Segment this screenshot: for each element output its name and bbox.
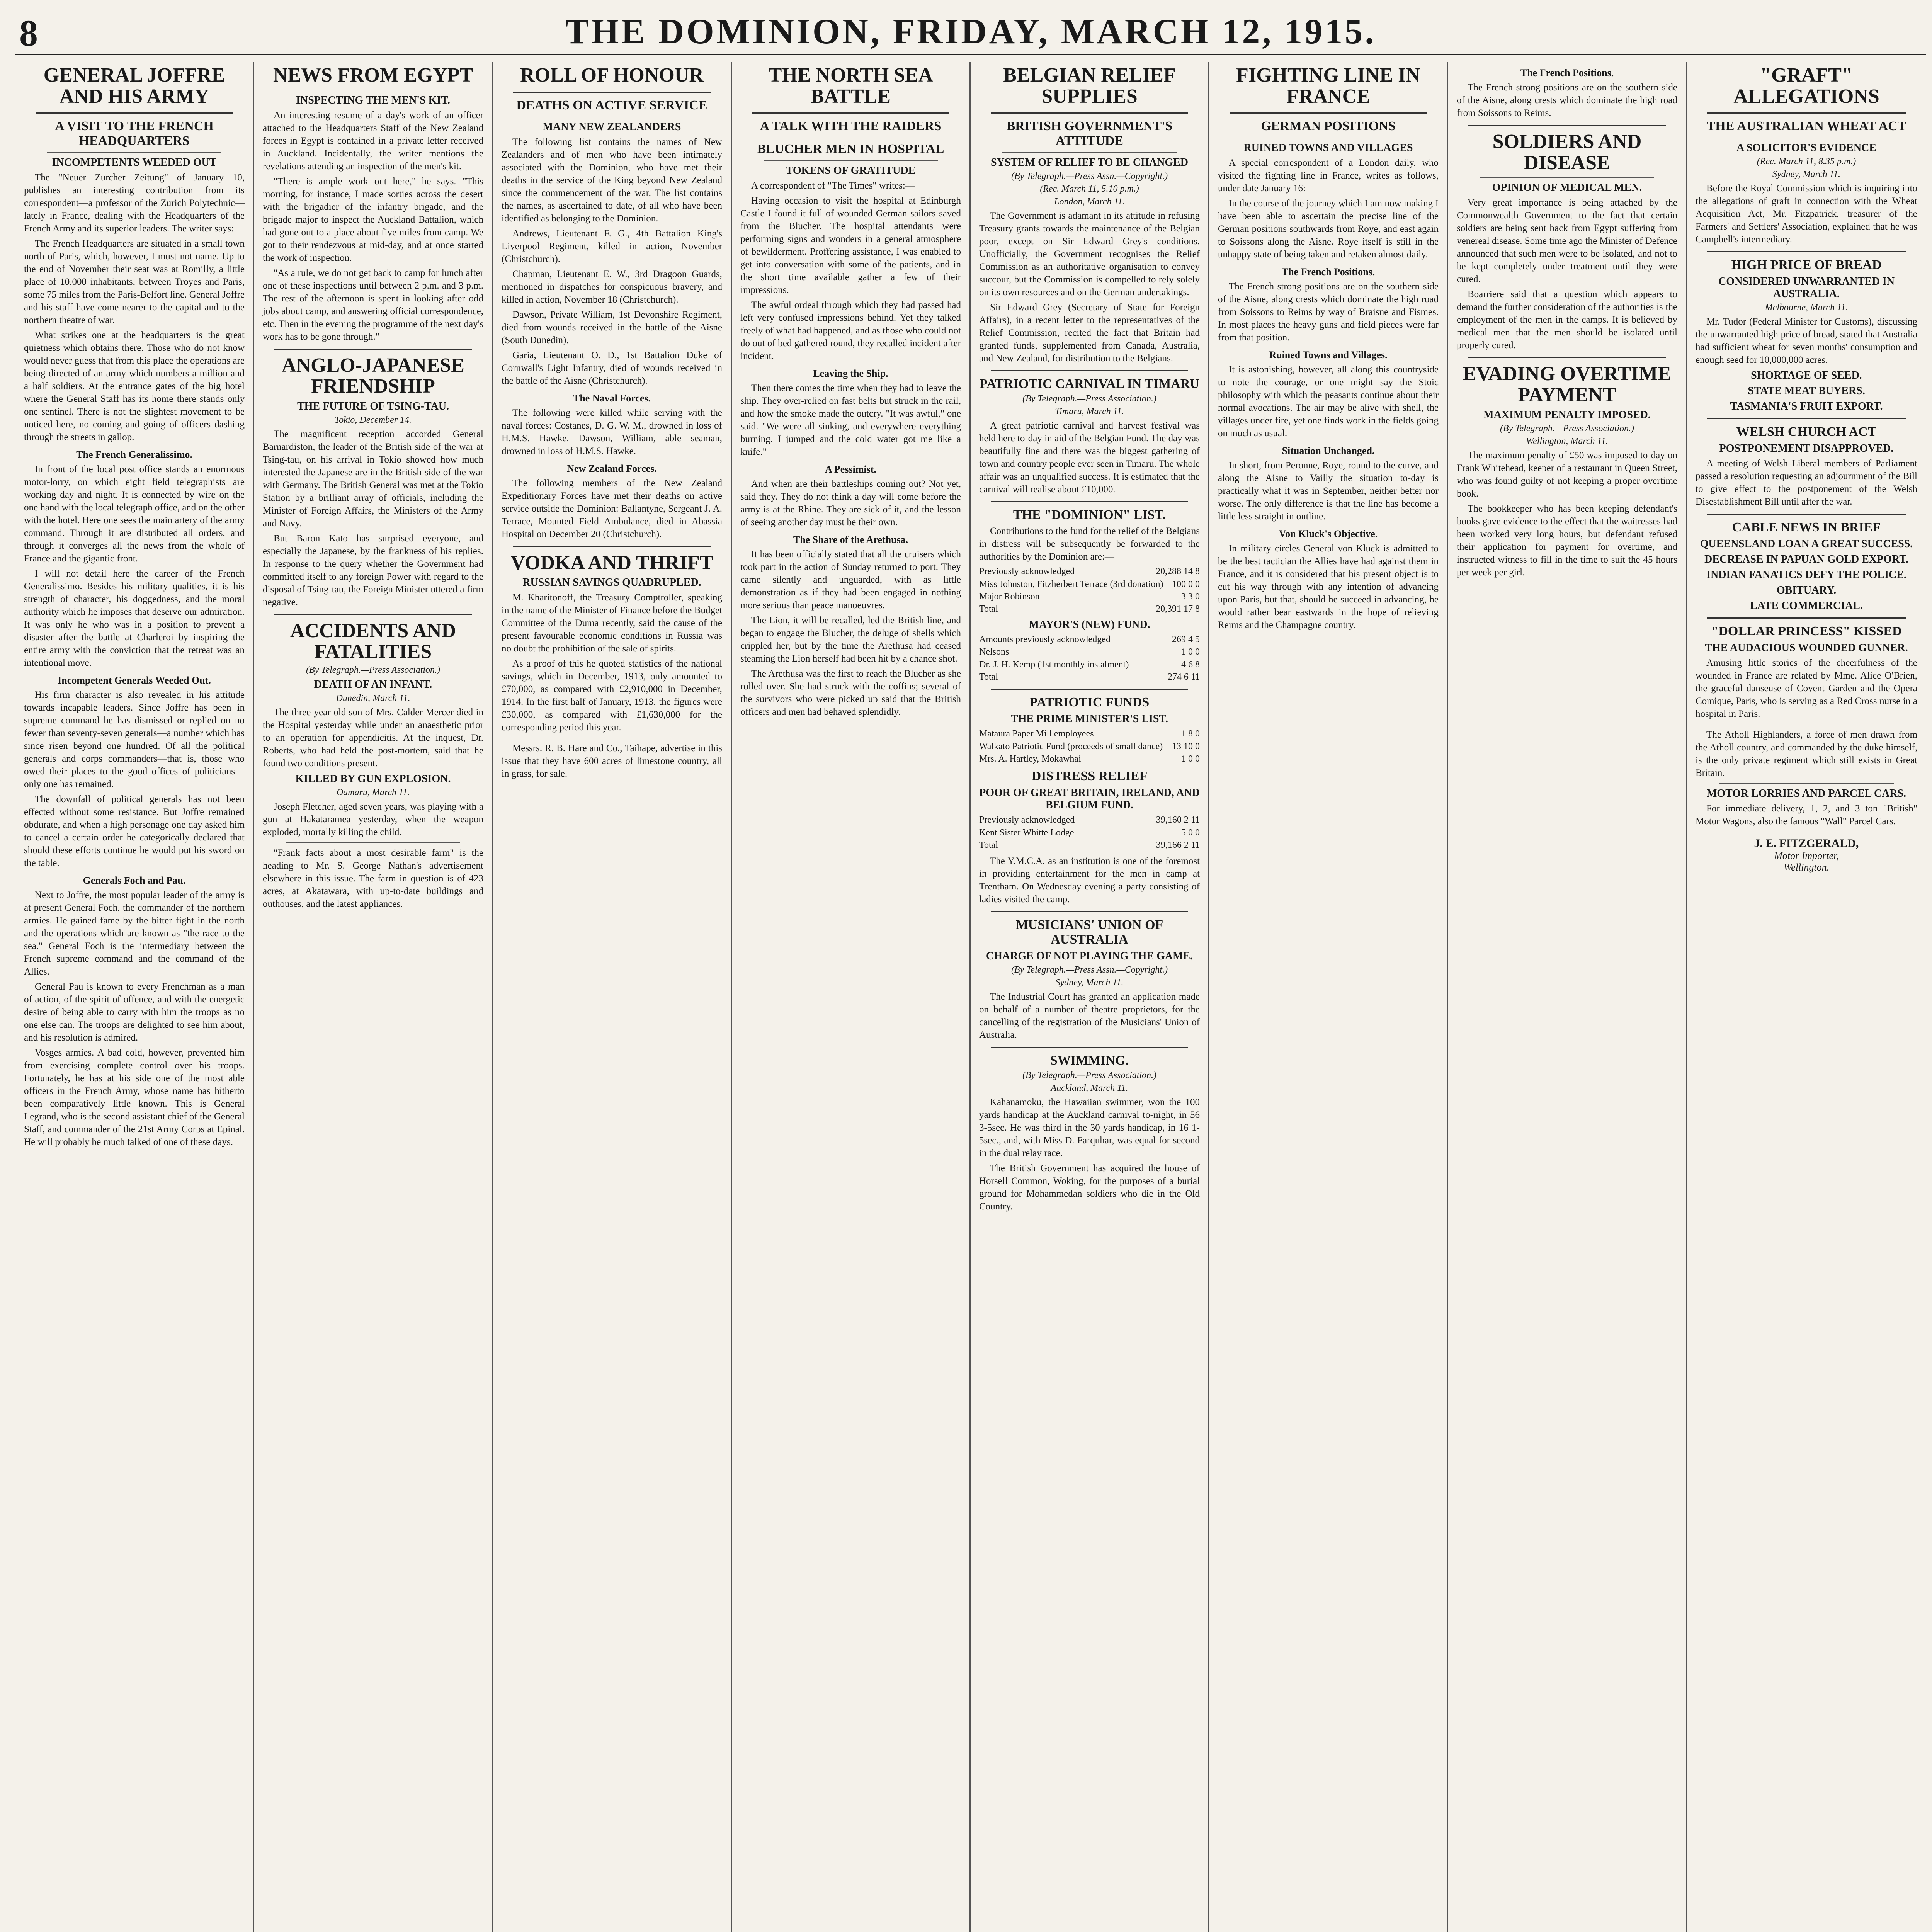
subheadline: THE PRIME MINISTER'S LIST. [1010,713,1168,725]
subheadline: MAXIMUM PENALTY IMPOSED. [1483,409,1651,421]
paragraph: I will not detail here the career of the French Generalissimo. Besides his military qualities, it is his strength of character, his doggedness, and the moral authority which he imposes that deserve our admiration. It was only he who was in a position to prevent a disaster after the battle at Charleroi by inspiring the entire army with the conviction that the retreat was an intentional move. [24,568,245,668]
dateline: London, March 11. [1054,197,1125,207]
divider [274,349,472,350]
columns [15,62,1926,1932]
headline: FIGHTING LINE IN FRANCE [1236,64,1420,107]
donation-amount: 13 10 0 [1172,741,1200,752]
headline: BELGIAN RELIEF SUPPLIES [1003,64,1176,107]
subheadline: THE AUSTRALIAN WHEAT ACT [1706,119,1906,134]
donation-amount: 3 3 0 [1181,591,1200,602]
divider [1230,112,1427,114]
dateline: Melbourne, March 11. [1765,303,1848,313]
paragraph: The magnificent reception accorded General Barnardiston, the leader of the British side of the war at Tsing-tau, on his arrival in Tokio showed how much interested the Japanese are in the British side of the war with Germany. The British General was met at the Tokio Station by a brilliant array of officials, including the Minister of Foreign Affairs, the Ministers of the Army and Navy. [263,429,483,529]
subheadline: A VISIT TO THE FRENCH HEADQUARTERS [55,119,214,148]
paragraph: The maximum penalty of £50 was imposed to-day on Frank Whitehead, keeper of a restaurant in Queen Street, who was found guilty of not keeping a proper overtime book. [1457,450,1677,499]
subheadline: INDIAN FANATICS DEFY THE POLICE. [1706,569,1906,581]
divider [752,112,949,114]
divider [513,546,711,547]
headline: DISTRESS RELIEF [1031,769,1148,784]
list-item [979,827,1200,839]
donation-amount: 39,166 2 11 [1156,840,1200,850]
donation-amount: 274 6 11 [1167,672,1200,682]
paragraph: "As a rule, we do not get back to camp for lunch after one of these inspections until between 2 p.m. and 3 p.m. The rest of the afternoon is spent in looking after odd jobs about camp, and answering official correspondence, etc. Then in the evening the programme of the next day's work has to be gone through." [263,267,483,342]
subheadline: POSTPONEMENT DISAPPROVED. [1719,442,1894,455]
list-item [979,728,1200,740]
dateline: Timaru, March 11. [1055,406,1124,417]
subheadline: STATE MEAT BUYERS. [1748,385,1865,397]
column-8 [1687,62,1926,1932]
donor-name: Mataura Paper Mill employees [979,729,1094,739]
paragraph: Amusing little stories of the cheerfulness of the wounded in France are related by Mme. Alice O'Brien, the graceful danseuse of Covent Garden and the Opera Comique, Paris, who is serving as a Red Cross nurse in a hospital in Paris. [1696,658,1917,719]
subheadline: CHARGE OF NOT PLAYING THE GAME. [986,950,1193,962]
headline: EVADING OVERTIME PAYMENT [1463,363,1671,406]
headline: ACCIDENTS AND FATALITIES [290,619,456,663]
section-title: Situation Unchanged. [1282,445,1375,457]
subheadline: BLUCHER MEN IN HOSPITAL [757,142,944,156]
headline: SWIMMING. [1050,1053,1129,1068]
subheadline: GERMAN POSITIONS [1261,119,1396,134]
paragraph: The following list contains the names of New Zealanders and of men who have been intimately associated with the Dominion, who have met their deaths in the service of the King beyond New Zealand since the commencement of the war. The list contains the names, as ascertained to date, of all who have been identified as belonging to the Dominion. [502,136,722,224]
column-6 [1209,62,1448,1932]
paragraph: The French Headquarters are situated in a small town north of Paris, which, however, I must not name. Up to the end of November their seat was at Romilly, a little place of 10,000 inhabitants, between Troyes and Paris, some 75 miles from the Paris-Belfort line. General Joffre and his staff have come nearer to the capital and to the northern theatre of war. [24,238,245,326]
paragraph: A correspondent of "The Times" writes:— [751,180,915,191]
dateline: Auckland, March 11. [1051,1083,1128,1093]
divider [1480,177,1654,178]
section-title: The French Positions. [1520,67,1614,78]
paragraph: Joseph Fletcher, aged seven years, was playing with a gun at Hakataramea yesterday, when the weapon exploded, mortally killing the child. [263,801,483,837]
subheadline: INSPECTING THE MEN'S KIT. [296,94,450,106]
paragraph: A special correspondent of a London daily, who visited the fighting line in France, writes as follows, under date January 16:— [1218,158,1439,194]
donation-list [979,728,1200,765]
divider [513,92,711,93]
donation-amount: 4 6 8 [1181,659,1200,670]
divider [1707,251,1906,252]
paragraph: Garia, Lieutenant O. D., 1st Battalion Duke of Cornwall's Light Infantry, died of wounds received in the battle of the Aisne (Christchurch). [502,350,722,386]
paragraph: The British Government has acquired the house of Horsell Common, Woking, for the purposes of a burial ground for Mohammedan soldiers who die in the Old Country. [979,1163,1200,1212]
headline: MUSICIANS' UNION OF AUSTRALIA [1015,917,1163,947]
page-number: 8 [19,12,38,54]
paragraph: The "Neuer Zurcher Zeitung" of January 10, publishes an interesting contribution from its correspondent—a professor of the Zurich Polytechnic—lately in France, dealing with the Headquarters of the French Army and its superior leaders. The writer says: [24,172,245,234]
headline: NEWS FROM EGYPT [273,64,473,86]
paragraph: The following members of the New Zealand Expeditionary Forces have met their deaths on active service outside the Dominion: Ballantyne, Sergeant J. A. Terrace, Mounted Field Ambulance, died in Abassia Hospital on December 20 (Christchurch). [502,478,722,539]
headline: PATRIOTIC CARNIVAL IN TIMARU [980,377,1199,391]
newspaper-title: THE DOMINION, FRIDAY, MARCH 12, 1915. [565,12,1376,51]
subheadline: THE AUDACIOUS WOUNDED GUNNER. [1705,642,1908,654]
credit-line: (By Telegraph.—Press Assn.—Copyright.) [1011,964,1168,975]
paragraph: The bookkeeper who has been keeping defendant's books gave evidence to the effect that the waitresses had been worked very long hours, but defendant refused their application for payment for overtime, and instructed witness to fill in the time to suit the 45 hours per week per girl. [1457,503,1677,578]
divider [991,689,1188,690]
dateline: (Rec. March 11, 5.10 p.m.) [1040,184,1139,194]
subheadline: DEATHS ON ACTIVE SERVICE [516,98,707,112]
headline: VODKA AND THRIFT [510,551,713,574]
donation-list [979,633,1200,684]
section-title: Leaving the Ship. [813,368,888,379]
advertiser-place: Wellington. [1783,862,1830,873]
paragraph: A great patriotic carnival and harvest festival was held here to-day in aid of the Belgian Fund. The day was beautifully fine and there was the biggest gathering of town and country people ever seen in Timaru. The whole affair was an unqualified success. It is estimated that the carnival will realise about £10,000. [979,420,1200,495]
subheadline: SYSTEM OF RELIEF TO BE CHANGED [990,156,1189,169]
paragraph: A meeting of Welsh Liberal members of Parliament passed a resolution requesting an adjournment of the Bill to give effect to the postponement of the Welsh Disestablishment Bill until after the war. [1696,458,1917,507]
credit-line: (By Telegraph.—Press Association.) [1500,423,1634,434]
section-title: The French Positions. [1281,266,1375,278]
paragraph: But Baron Kato has surprised everyone, and especially the Japanese, by the frankness of his replies. In response to the query whether the Government had committed itself to any foreign Power with regard to the disposal of Tsing-tau, the Foreign Minister uttered a firm negative. [263,533,483,607]
divider [991,112,1188,114]
list-item [979,603,1200,615]
dateline: Sydney, March 11. [1055,977,1124,988]
list-item [979,658,1200,671]
headline: "DOLLAR PRINCESS" KISSED [1711,624,1902,639]
paragraph: His firm character is also revealed in his attitude towards incapable leaders. Since Joffre has been in supreme command he has dismissed or replied on no fewer than seventy-seven generals—a number which has since risen beyond one hundred. Of all the political generals and corps commanders—that is, those who owed their places to the good offices of politicians—only one has remained. [24,690,245,790]
paragraph: The Industrial Court has granted an application made on behalf of a number of theatre proprietors, for the cancelling of the registration of the Musicians' Union of Australia. [979,991,1200,1040]
donation-amount: 5 0 0 [1181,827,1200,838]
donor-name: Kent Sister Whitte Lodge [979,827,1074,838]
paragraph: The French strong positions are on the southern side of the Aisne, along crests which dominate the high road from Soissons to Reims. [1457,82,1677,118]
donor-name: Miss Johnston, Fitzherbert Terrace (3rd donation) [979,579,1163,589]
headline: PATRIOTIC FUNDS [1029,695,1150,710]
advertisement-text: For immediate delivery, 1, 2, and 3 ton "British" Motor Wagons, also the famous "Wall" Parcel Cars. [1696,803,1917,827]
paragraph: Messrs. R. B. Hare and Co., Taihape, advertise in this issue that they have 600 acres of limestone country, all in grass, for sale. [502,743,722,779]
donor-name: Mrs. A. Hartley, Mokawhai [979,754,1081,764]
subheadline: POOR OF GREAT BRITAIN, IRELAND, AND BELGIUM FUND. [979,787,1200,811]
divider [1707,112,1906,114]
section-title: Von Kluck's Objective. [1279,528,1378,540]
subheadline: LATE COMMERCIAL. [1750,600,1863,612]
subheadline: QUEENSLAND LOAN A GREAT SUCCESS. [1700,538,1913,550]
headline: WELSH CHURCH ACT [1736,425,1877,439]
divider [1707,617,1906,619]
section-title: A Pessimist. [825,464,876,475]
paragraph: M. Kharitonoff, the Treasury Comptroller, speaking in the name of the Minister of Finance before the Budget Committee of the Duma recently, said the cause of the present favourable economic conditions in Russia was no doubt the prohibition of the sale of spirits. [502,592,722,654]
paragraph: In short, from Peronne, Roye, round to the curve, and along the Aisne to Vailly the situation to-day is practically what it was in September, neither better nor worse. The only difference is that the line has become a little less straight in outline. [1218,460,1439,522]
headline: "GRAFT" ALLEGATIONS [1733,64,1879,107]
paragraph: It is astonishing, however, all along this countryside to note the courage, or one might say the Stoic philosophy with which the peasants continue about their normal avocations. The air may be alive with shell, the villages under fire, yet one finds work in the fields going on much as usual. [1218,364,1439,439]
subheadline: RUSSIAN SAVINGS QUADRUPLED. [522,577,701,589]
headline: HIGH PRICE OF BREAD [1731,258,1882,272]
divider [1468,125,1666,126]
headline: SOLDIERS AND DISEASE [1492,131,1642,174]
subheadline: CONSIDERED UNWARRANTED IN AUSTRALIA. [1718,276,1895,300]
paragraph: The downfall of political generals has not been effected without some resistance. But Joffre remained obdurate, and when a high personage one day asked him to cancel a certain order he categorically declared that should these efforts continue he would put his sword on the table. [24,794,245,869]
donor-name: Total [979,840,998,850]
divider [991,911,1188,912]
section-title: The Naval Forces. [573,392,651,404]
divider [36,112,233,114]
divider [286,842,460,843]
paragraph: An interesting resume of a day's work of an officer attached to the Headquarters Staff of the New Zealand forces in Egypt is contained in a private letter received in Auckland. Incidentally, the writer mentions the revelations attending an inspection of the men's kit. [263,110,483,172]
paragraph: It has been officially stated that all the cruisers which took part in the action of Sunday returned to port. They came silently and unguarded, with as little demonstration as if they had been engaged in nothing more serious than peace manoeuvres. [740,549,961,611]
subheadline: INCOMPETENTS WEEDED OUT [52,156,217,169]
section-title: Generals Foch and Pau. [83,875,186,886]
donor-name: Walkato Patriotic Fund (proceeds of small dance) [979,741,1163,752]
subheadline: DEATH OF AN INFANT. [314,678,432,690]
paragraph: The Lion, it will be recalled, led the British line, and began to engage the Blucher, the deluge of shells which crippled her, but by the time the Arethusa had ceased steaming the Lion herself had been hit by a chance shot. [740,615,961,664]
list-item [979,753,1200,765]
subheadline: TOKENS OF GRATITUDE [786,165,916,177]
donation-amount: 39,160 2 11 [1156,815,1200,825]
subheadline: OBITUARY. [1776,584,1837,597]
paragraph: The Y.M.C.A. as an institution is one of the foremost in providing entertainment for the men in camp at Trentham. On Wednesday evening a party consisting of ladies visited the camp. [979,855,1200,905]
paragraph: Having occasion to visit the hospital at Edinburgh Castle I found it full of wounded German sailors saved from the Blucher. The hospital attendants were performing signs and wonders in a general atmosphere of bewilderment. Proffering assistance, I was enabled to get into conversation with some of the patients, and in the short time available gather a few of their impressions. [740,196,961,296]
paragraph: General Pau is known to every Frenchman as a man of action, of the spirit of offence, and with the energetic desire of being able to carry with him the troops as no one else can. The troops are delighted to see him about, and his resolution is admired. [24,981,245,1043]
column-3 [493,62,732,1932]
credit-line: (By Telegraph.—Press Association.) [1022,1070,1157,1080]
paragraph: The awful ordeal through which they had passed had left very confused impressions behind. Yet they talked freely of what had happened, and as those who could not do out of bed gathered round, they recalled incident after incident. [740,300,961,362]
headline: ANGLO-JAPANESE FRIENDSHIP [282,354,464,398]
list-item [979,565,1200,578]
paragraph: Andrews, Lieutenant F. G., 4th Battalion King's Liverpool Regiment, killed in action, November (Christchurch). [502,228,722,264]
donor-name: Amounts previously acknowledged [979,634,1111,645]
subheadline: SHORTAGE OF SEED. [1751,369,1862,382]
paragraph: The Atholl Highlanders, a force of men drawn from the Atholl country, and commanded by the duke himself, is the only private regiment which still exists in Great Britain. [1696,730,1917,779]
paragraph: The Government is adamant in its attitude in refusing Treasury grants towards the maintenance of the Belgian poor, except on Sir Edward Grey's conditions. Unofficially, the Government recognises the Relief Commission as an authoritative organisation to convey succour, but the Commission is compelled to rely solely on its own resources and on the German undertakings. [979,211,1200,298]
paragraph: In front of the local post office stands an enormous motor-lorry, on which eight field telegraphists are working day and night. It is connected by wire on the one hand with the local telegraph office, and on the other with the hotel. Here one sees the main artery of the army command. Through it are distributed all orders, and through it converges all the news from the whole of France and the gigantic front. [24,464,245,564]
paragraph: Dawson, Private William, 1st Devonshire Regiment, died from wounds received in the battle of the Aisne (South Dunedin). [502,309,722,345]
list-item [979,671,1200,683]
column-5 [971,62,1209,1932]
donor-name: Previously acknowledged [979,566,1075,577]
paragraph: "Frank facts about a most desirable farm" is the heading to Mr. S. George Nathan's advertisement elsewhere in this issue. The farm in question is of 423 acres, at Akatawara, with up-to-date buildings and outhouses, and the latest appliances. [263,847,483,909]
masthead [15,8,1926,56]
divider [1707,418,1906,419]
donation-amount: 20,288 14 8 [1156,566,1200,577]
headline: THE "DOMINION" LIST. [1013,508,1166,522]
divider [991,1047,1188,1048]
divider [1468,357,1666,358]
section-title: New Zealand Forces. [567,463,657,474]
list-item [979,646,1200,658]
subheadline: KILLED BY GUN EXPLOSION. [295,772,451,785]
donation-list [979,814,1200,851]
dateline: (Rec. March 11, 8.35 p.m.) [1757,156,1856,167]
paragraph: Vosges armies. A bad cold, however, prevented him from exercising complete control over his troops. Fortunately, he has at his side one of the most able officers in the French Army, whose name has hitherto been comparatively little known. This is General Legrand, who is the second assistant chief of the General Staff, and commander of the 21st Army Corps at Epinal. He will probably be much talked of one of these days. [24,1048,245,1148]
advertiser-role: Motor Importer, [1774,850,1839,862]
section-title: Ruined Towns and Villages. [1269,349,1388,361]
section-title: The French Generalissimo. [76,449,192,461]
headline: GENERAL JOFFRE AND HIS ARMY [43,64,225,107]
headline: ROLL OF HONOUR [520,64,704,86]
donation-amount: 269 4 5 [1172,634,1200,645]
donation-amount: 100 0 0 [1172,579,1200,589]
column-7 [1448,62,1687,1932]
divider [991,370,1188,371]
donation-amount: 1 8 0 [1181,729,1200,739]
paragraph: What strikes one at the headquarters is the great quietness which obtains there. Those who do not know would never guess that from this place the operations are being directed of an army which numbers a million and a half soldiers. At the entrance gates of the big hotel where the General Staff has its home there stands only one sentinel. There is not the slightest movement to be noticed here, no coming and going of officers dashing through the streets in gallop. [24,330,245,443]
subheadline: THE FUTURE OF TSING-TAU. [297,400,449,412]
donor-name: Nelsons [979,647,1009,657]
subheadline: A SOLICITOR'S EVIDENCE [1736,142,1877,154]
paragraph: The Arethusa was the first to reach the Blucher as she rolled over. She had struck with the coffins; several of the survivors who were picked up said that the British officers and men had behaved splendidly. [740,668,961,718]
paragraph: Next to Joffre, the most popular leader of the army is at present General Foch, the commander of the northern armies. He gained fame by the bitter fight in the north and the operations which are known as "the race to the sea." General Foch is the intermediary between the French supreme command and the command of the Allies. [24,890,245,977]
paragraph: "There is ample work out here," he says. "This morning, for instance, I made sorties across the desert with the brigadier of the infantry brigade, and the brigade major to inspect the Auckland Battalion, which had gone out to a place about five miles from camp. We got to their rendezvous at mid-day, and at once started the work of inspection. [263,176,483,263]
subheadline: A TALK WITH THE RAIDERS [760,119,942,134]
advertiser-name: J. E. FITZGERALD, [1754,837,1859,850]
divider [1707,514,1906,515]
paragraph: As a proof of this he quoted statistics of the national savings, which in December, 1913, only amounted to £70,000, as compared with £2,910,000 in December, 1914. In the first half of January, 1913, the figures were £30,000, as compared with £1,630,000 for the corresponding period this year. [502,658,722,733]
paragraph: The three-year-old son of Mrs. Calder-Mercer died in the Hospital yesterday while under an anaesthetic prior to an operation for appendicitis. At the inquest, Dr. Roberts, who had held the post-mortem, said that he found two conditions present. [263,707,483,769]
paragraph: Boarriere said that a question which appears to demand the further consideration of the authorities is the employment of the men in the camps. It is believed by medical men that the men should be isolated until properly cured. [1457,289,1677,351]
paragraph: Very great importance is being attached by the Commonwealth Government to the fact that certain soldiers are being sent back from Egypt suffering from venereal disease. Some time ago the Minister of Defence announced that such men were to be isolated, and not to be kept completely under treatment until they were cured. [1457,197,1677,285]
section-title: Incompetent Generals Weeded Out. [58,675,211,686]
dateline: Sydney, March 11. [1772,169,1840,180]
donor-name: Previously acknowledged [979,815,1075,825]
paragraph: In military circles General von Kluck is admitted to be the best tactician the Allies have had against them in France, and it is considered that his present object is to cut his way through with any intention of advancing upon Paris, but that, should he succeed in advancing, he would rather bear eastwards in the hope of relieving Reims and the Champagne country. [1218,543,1439,631]
donor-name: Total [979,604,998,614]
paragraph: Contributions to the fund for the relief of the Belgians in distress will be subsequently be forwarded to the authorities by the Dominion are:— [979,526,1200,562]
paragraph: Kahanamoku, the Hawaiian swimmer, won the 100 yards handicap at the Auckland carnival to-night, in 56 3-5sec. He was third in the 30 yards handicap, in 16 1-5sec., and, with Miss D. Farquhar, was equal for second in the dual relay race. [979,1097,1200,1158]
divider [1002,152,1177,153]
column-2 [254,62,493,1932]
paragraph: The following were killed while serving with the naval forces: Costanes, D. G. W. M., drowned in loss of H.M.S. Hawke. Dawson, William, able seaman, drowned in loss of H.M.S. Hawke. [502,407,722,456]
paragraph: Then there comes the time when they had to leave the ship. They over-relied on fast belts but struck in the rail, and how the smoke made the outcry. "It was awful," one said. "We were all sinking, and everywhere everything burning. I jumped and the cold water got me like a knife." [740,383,961,457]
subheadline: BRITISH GOVERNMENT'S ATTITUDE [1006,119,1173,148]
subheadline: MAYOR'S (NEW) FUND. [1029,618,1150,631]
divider [764,160,938,161]
dateline: Oamaru, March 11. [336,787,410,798]
divider [274,614,472,615]
advertisement-title: MOTOR LORRIES AND PARCEL CARS. [1706,787,1906,800]
donor-name: Major Robinson [979,591,1040,602]
divider [991,501,1188,502]
paragraph: Sir Edward Grey (Secretary of State for Foreign Affairs), in a recent letter to the representatives of the Relief Commission, recited the fact that Britain had granted funds, supplemented from Canada, Australia, and New Zealand, for distribution to the Belgians. [979,302,1200,364]
donation-amount: 1 0 0 [1181,754,1200,764]
credit-line: (By Telegraph.—Press Association.) [1022,394,1157,404]
dateline: Tokio, December 14. [334,415,412,425]
donation-list [979,565,1200,616]
donation-amount: 20,391 17 8 [1156,604,1200,614]
list-item [979,839,1200,851]
donor-name: Dr. J. H. Kemp (1st monthly instalment) [979,659,1129,670]
paragraph: Mr. Tudor (Federal Minister for Customs), discussing the unwarranted high price of bread, stated that Australia had sufficient wheat for seven months' consumption and enough seed for 10,000,000 acres. [1696,316,1917,366]
paragraph: In the course of the journey which I am now making I have been able to ascertain the precise line of the German positions southwards from Roye, and east again to Soissons along the Aisne. Roye itself is still in the unhappy state of being taken and retaken almost daily. [1218,198,1439,260]
list-item [979,740,1200,753]
list-item [979,578,1200,590]
dateline: Dunedin, March 11. [336,693,410,703]
headline: CABLE NEWS IN BRIEF [1732,520,1881,535]
paragraph: Chapman, Lieutenant E. W., 3rd Dragoon Guards, mentioned in dispatches for conspicuous bravery, and killed in action, November 18 (Christchurch). [502,269,722,305]
section-title: The Share of the Arethusa. [793,534,908,546]
dateline: Wellington, March 11. [1526,436,1608,447]
divider [1719,783,1894,784]
credit-line: (By Telegraph.—Press Assn.—Copyright.) [1011,171,1168,182]
list-item [979,633,1200,646]
paragraph: And when are their battleships coming out? Not yet, said they. They do not think a day will come before the army is at the Rhine. They are sick of it, and the lesson of seeing another day must be their own. [740,479,961,528]
column-1 [15,62,254,1932]
donor-name: Total [979,672,998,682]
credit-line: (By Telegraph.—Press Association.) [306,665,440,675]
paragraph: The French strong positions are on the southern side of the Aisne, along crests which dominate the high road from Soissons to Reims by way of Braisne and Fismes. In most places the heavy guns and field pieces were far from that position. [1218,281,1439,343]
paragraph: Before the Royal Commission which is inquiring into the allegations of graft in connection with the Wheat Acquisition Act, Mr. Fitzpatrick, treasurer of the Farmers' and Settlers' Association, explained that he was Campbell's intermediary. [1696,183,1917,245]
headline: THE NORTH SEA BATTLE [768,64,933,107]
subheadline: MANY NEW ZEALANDERS [543,121,681,133]
subheadline: RUINED TOWNS AND VILLAGES [1243,142,1413,154]
subheadline: DECREASE IN PAPUAN GOLD EXPORT. [1704,553,1908,566]
list-item [979,814,1200,826]
list-item [979,590,1200,603]
column-4 [732,62,971,1932]
divider [47,152,221,153]
subheadline: TASMANIA'S FRUIT EXPORT. [1730,400,1883,413]
donation-amount: 1 0 0 [1181,647,1200,657]
subheadline: OPINION OF MEDICAL MEN. [1492,182,1642,194]
